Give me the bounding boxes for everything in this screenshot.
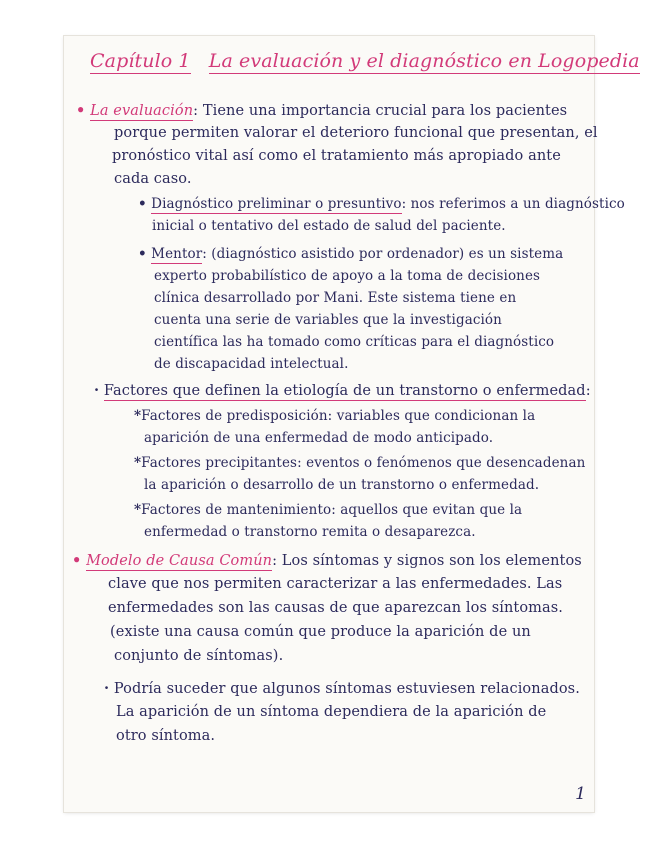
mentor-line-6: de discapacidad intelectual. [154,356,349,372]
modelo-line-3: enfermedades son las causas de que aparezcan los síntomas. [108,600,564,616]
bullet-icon: • [72,552,82,569]
bullet-icon: • [138,196,147,212]
diagnostico-term: Diagnóstico preliminar o presuntivo [151,196,402,212]
factor-item-3-text: : aquellos que evitan que la [331,502,523,518]
mentor-text: : (diagnóstico asistido por ordenador) es un sistema [202,246,564,262]
asterisk-icon: * [134,502,142,518]
diagnostico-line-1 [138,196,625,212]
modelo-sub-line-2: La aparición de un síntoma dependiera de la aparición de [116,704,547,720]
mentor-line-2: experto probabilístico de apoyo a la toma de decisiones [154,268,541,284]
factor-item-1-line-1 [134,408,535,424]
evaluacion-term: La evaluación [90,103,194,119]
bullet-icon: • [76,102,86,119]
page-number: 1 [575,784,586,804]
chapter-topic: La evaluación y el diagnóstico en Logopedia [208,50,640,72]
factor-item-3-line-1 [134,502,522,518]
factores-heading-text: Factores que definen la etiología de un transtorno o enfermedad [103,383,586,399]
factor-item-2-term: Factores precipitantes [141,455,298,471]
notebook-page [64,36,640,812]
modelo-line-4: (existe una causa común que produce la aparición de un [110,624,531,640]
chapter-label: Capítulo 1 [90,50,191,72]
mentor-line-5: científica las ha tomado como críticas para el diagnóstico [154,334,555,350]
diagnostico-line-2: inicial o tentativo del estado de salud del paciente. [152,218,506,234]
evaluacion-line-1 [76,102,567,119]
mentor-term: Mentor [151,246,203,262]
diagnostico-text: : nos referimos a un diagnóstico [401,196,625,212]
factor-item-1-line-2: aparición de una enfermedad de modo anticipado. [144,430,494,446]
page-title [90,50,640,72]
bullet-icon: · [94,382,100,399]
evaluacion-line-2: porque permiten valorar el deterioro funcional que presentan, el [114,125,598,141]
modelo-sub-line-1 [104,680,580,697]
modelo-line-1 [72,552,582,569]
modelo-sub-text: Podría suceder que algunos síntomas estuviesen relacionados. [113,681,580,697]
factor-item-1-term: Factores de predisposición [141,408,328,424]
modelo-text: : Los síntomas y signos son los elementos [272,553,582,569]
modelo-term: Modelo de Causa Común [86,553,273,569]
evaluacion-text: : Tiene una importancia crucial para los pacientes [193,103,568,119]
asterisk-icon: * [134,455,142,471]
factor-item-1-text: : variables que condicionan la [327,408,536,424]
factores-heading-colon: : [585,383,591,399]
mentor-line-4: cuenta una serie de variables que la investigación [154,312,502,328]
modelo-line-2: clave que nos permiten caracterizar a las enfermedades. Las [108,576,563,592]
asterisk-icon: * [134,408,142,424]
factor-item-2-line-2: la aparición o desarrollo de un transtorno o enfermedad. [144,477,540,493]
modelo-sub-line-3: otro síntoma. [116,728,216,744]
evaluacion-line-4: cada caso. [114,171,192,187]
factor-item-2-text: : eventos o fenómenos que desencadenan [297,455,586,471]
evaluacion-line-3: pronóstico vital así como el tratamiento más apropiado ante [112,148,561,164]
bullet-icon: · [104,680,110,697]
mentor-line-3: clínica desarrollado por Mani. Este sistema tiene en [154,290,517,306]
bullet-icon: • [138,246,147,262]
factores-heading [94,382,591,399]
modelo-line-5: conjunto de síntomas). [114,648,284,664]
factor-item-3-term: Factores de mantenimiento [141,502,332,518]
mentor-line-1 [138,246,563,262]
factor-item-2-line-1 [134,455,585,471]
factor-item-3-line-2: enfermedad o transtorno remita o desaparezca. [144,524,476,540]
